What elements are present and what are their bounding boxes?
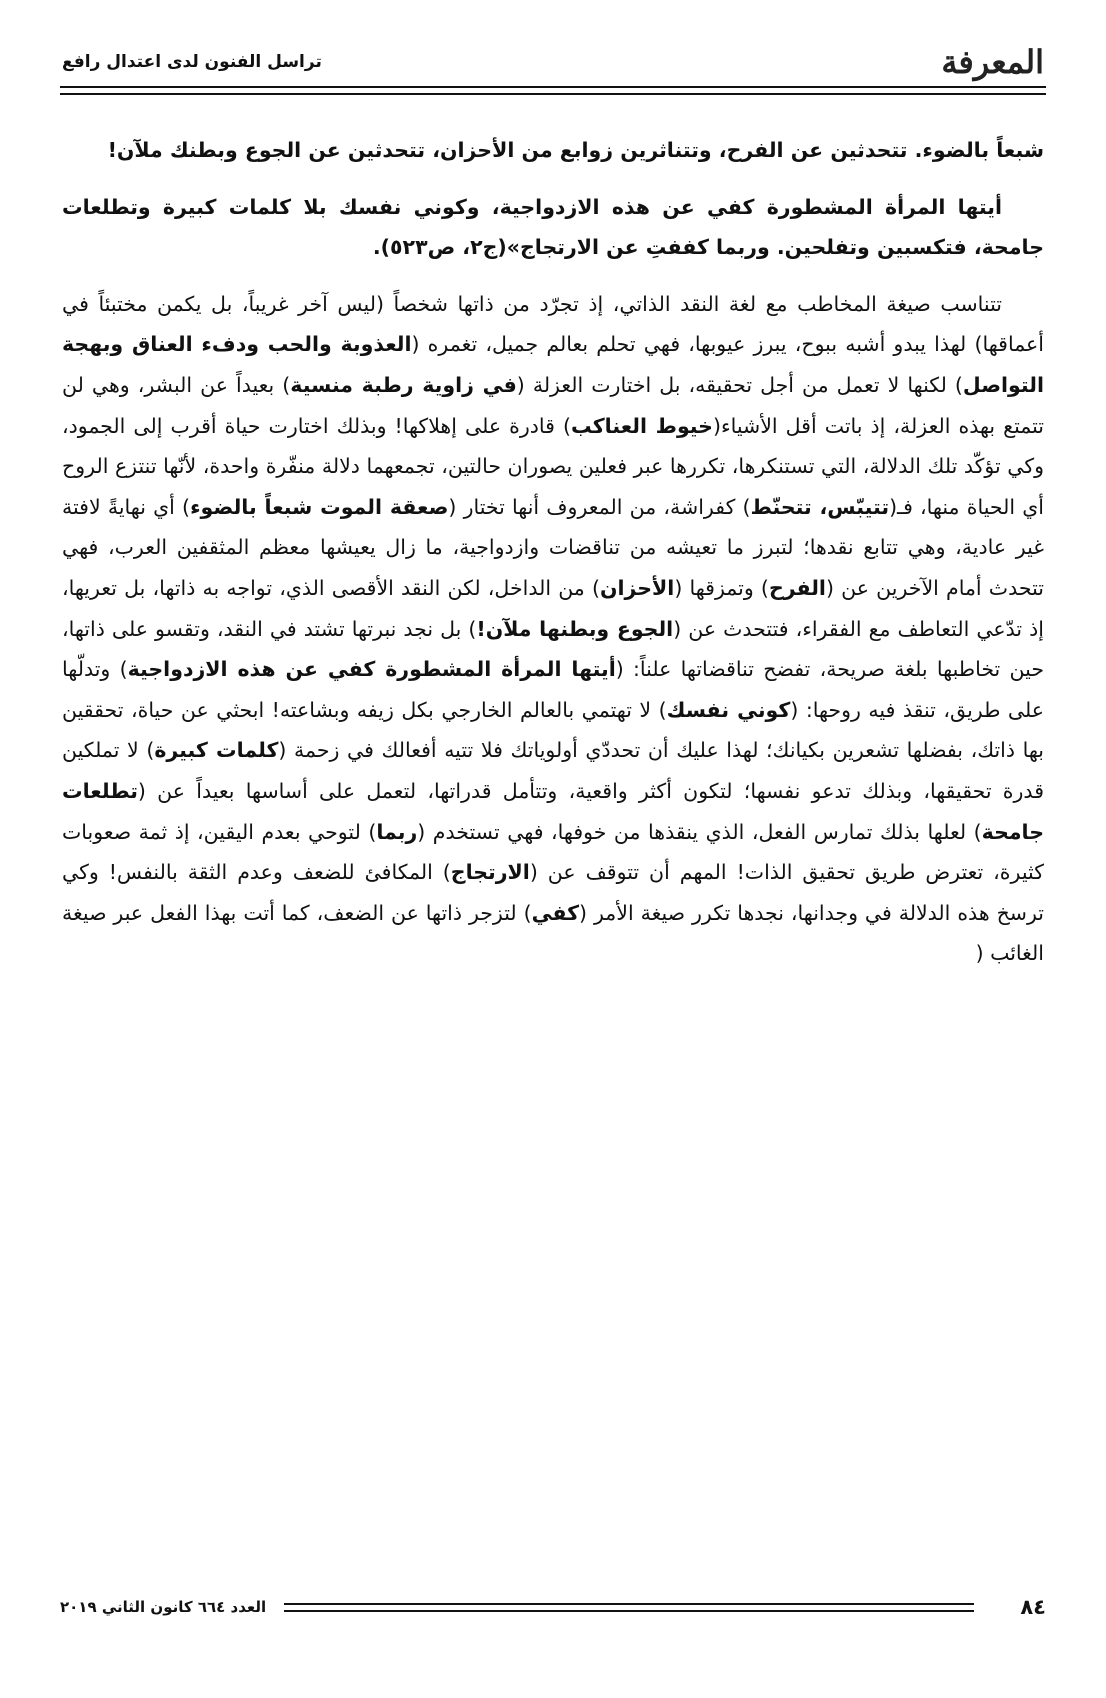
page-footer bbox=[60, 1592, 1046, 1622]
page-header bbox=[62, 40, 1044, 84]
article-body bbox=[62, 130, 1044, 974]
magazine-logo: المعرفة bbox=[941, 43, 1044, 81]
page-number: ٨٤ bbox=[1020, 1595, 1046, 1619]
quote-paragraph-2: أيتها المرأة المشطورة كفي عن هذه الازدواجية، وكوني نفسك بلا كلمات كبيرة وتطلعات جامحة، فتكسبين وتفلحين. وربما كففتِ عن الارتجاج»(ج٢، ص٥٢٣). bbox=[62, 194, 1044, 260]
quote-paragraph-1: شبعاً بالضوء. تتحدثين عن الفرح، وتتناثرين زوابع من الأحزان، تتحدثين عن الجوع وبطنك ملآن! bbox=[107, 138, 1044, 162]
running-title: تراسل الفنون لدى اعتدال رافع bbox=[62, 52, 322, 72]
footer-rule bbox=[284, 1603, 974, 1612]
issue-info: العدد ٦٦٤ كانون الثاني ٢٠١٩ bbox=[60, 1598, 267, 1616]
header-rule bbox=[60, 86, 1046, 95]
analysis-paragraph: تتناسب صيغة المخاطب مع لغة النقد الذاتي، إذ تجرّد من ذاتها شخصاً (ليس آخر غريباً، بل يكمن مختبئاً في أعماقها) لهذا يبدو أشبه ببوح، يبرز عيوبها، فهي تحلم بعالم جميل، تغمره (العذوبة والحب ودفء العناق وبهجة التواصل) لكنها لا تعمل من أجل تحقيقه، بل اختارت العزلة (في زاوية رطبة منسية) بعيداً عن البشر، وهي لن تتمتع بهذه العزلة، إذ باتت أقل الأشياء(خيوط العناكب) قادرة على إهلاكها! وبذلك اختارت حياة أقرب إلى الجمود، وكي تؤكّد تلك الدلالة، التي تستنكرها، تكررها عبر فعلين يصوران حالتين، تجمعهما دلالة منفّرة واحدة، لأنّها تنتزع الروح أي الحياة منها، فـ(تتيبّس، تتحنّط) كفراشة، من المعروف أنها تختار (صعقة الموت شبعاً بالضوء) أي نهايةً لافتة غير عادية، وهي تتابع نقدها؛ لتبرز ما تعيشه من تناقضات وازدواجية، ما زال يعيشها معظم المثقفين العرب، فهي تتحدث أمام الآخرين عن (الفرح) وتمزقها (الأحزان) من الداخل، لكن النقد الأقصى الذي، تواجه به ذاتها، بل تعريها، إذ تدّعي التعاطف مع الفقراء، فتتحدث عن (الجوع وبطنها ملآن!) بل نجد نبرتها تشتد في النقد، وتقسو على ذاتها، حين تخاطبها بلغة صريحة، تفضح تناقضاتها علناً: (أيتها المرأة المشطورة كفي عن هذه الازدواجية) وتدلّها على طريق، تنقذ فيه روحها: (كوني نفسك) لا تهتمي بالعالم الخارجي بكل زيفه وبشاعته! ابحثي عن حياة، تحققين بها ذاتك، بفضلها تشعرين بكيانك؛ لهذا عليك أن تحددّي أولوياتك فلا تتيه أفعالك في زحمة (كلمات كبيرة) لا تملكين قدرة تحقيقها، وبذلك تدعو نفسها؛ لتكون أكثر واقعية، وتتأمل قدراتها، لتعمل على أساسها بعيداً عن (تطلعات جامحة) لعلها بذلك تمارس الفعل، الذي ينقذها من خوفها، فهي تستخدم (ربما) لتوحي بعدم اليقين، إذ ثمة صعوبات كثيرة، تعترض طريق تحقيق الذات! المهم أن تتوقف عن (الارتجاج) المكافئ للضعف وعدم الثقة بالنفس! وكي ترسخ هذه الدلالة في وجدانها، نجدها تكرر صيغة الأمر (كفي) لتزجر ذاتها عن الضعف، كما أتت بهذا الفعل عبر صيغة الغائب ( bbox=[62, 291, 1045, 966]
